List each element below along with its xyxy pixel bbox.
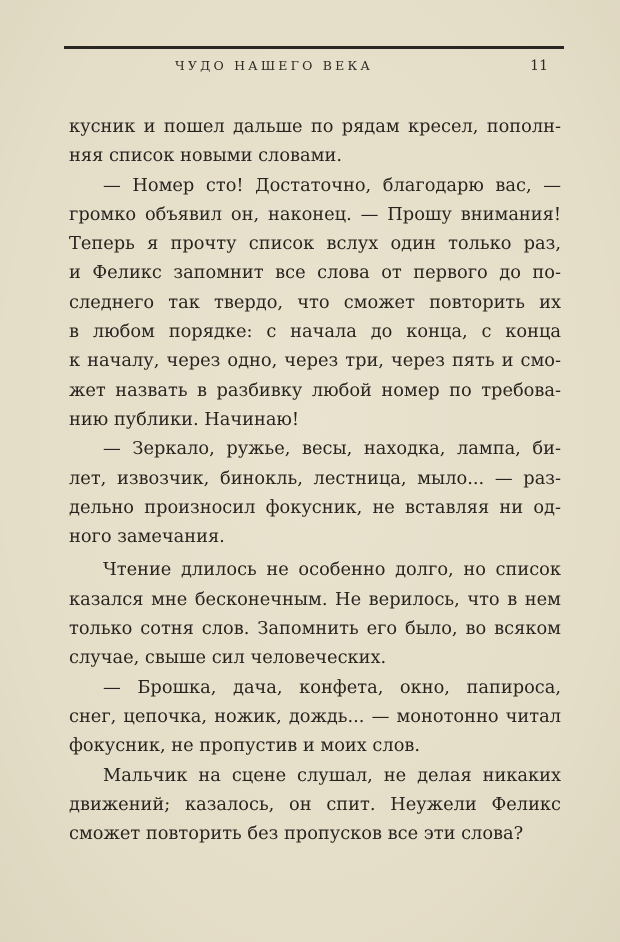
text-line: и Феликс запомнит все слова от первого до по-: [69, 262, 561, 284]
text-line: Мальчик на сцене слушал, не делая никаких: [103, 764, 561, 786]
text-line: — Номер сто! Достаточно, благодарю вас, —: [103, 174, 561, 196]
text-line: кусник и пошел дальше по рядам кресел, пополн-: [69, 116, 561, 137]
text-line: следнего так твердо, что сможет повторить их: [69, 291, 561, 313]
header-rule: [64, 46, 564, 49]
text-line: Чтение длилось не особенно долго, но список: [103, 559, 561, 581]
paragraph: [69, 555, 561, 672]
text-line: фокусник, не пропустив и моих слов.: [69, 735, 421, 757]
paragraph: [69, 761, 561, 849]
text-line: — Зеркало, ружье, весы, находка, лампа, би-: [103, 438, 561, 460]
text-line: в любом порядке: с начала до конца, с конца: [69, 321, 561, 343]
paragraph: [69, 112, 561, 171]
text-line: к началу, через одно, через три, через пять и смо-: [69, 350, 561, 372]
text-line: — Брошка, дача, конфета, окно, папироса,: [103, 676, 561, 698]
text-line: ного замечания.: [69, 526, 225, 548]
body-text: [69, 112, 561, 848]
text-line: только сотня слов. Запомнить его было, во всяком: [69, 618, 561, 640]
text-line: дельно произносил фокусник, не вставляя ни од-: [69, 496, 561, 518]
running-title: ЧУДО НАШЕГО ВЕКА: [175, 58, 373, 73]
text-line: казался мне бесконечным. Не верилось, что в нем: [69, 588, 561, 610]
text-line: лет, извозчик, бинокль, лестница, мыло... — раз-: [69, 467, 561, 489]
page-number: 11: [530, 58, 548, 74]
paragraph: [69, 434, 561, 551]
text-line: случае, свыше сил человеческих.: [69, 647, 387, 669]
text-line: няя список новыми словами.: [69, 145, 342, 167]
running-head: [64, 58, 564, 78]
paragraph: [69, 171, 561, 435]
text-line: жет назвать в разбивку любой номер по требова-: [69, 379, 561, 401]
text-line: сможет повторить без пропусков все эти слова?: [69, 823, 524, 845]
text-line: громко объявил он, наконец. — Прошу внимания!: [69, 203, 561, 225]
paragraph: [69, 673, 561, 761]
text-line: снег, цепочка, ножик, дождь... — монотонно читал: [69, 705, 561, 727]
text-line: нию публики. Начинаю!: [69, 408, 300, 430]
text-line: Теперь я прочту список вслух один только раз,: [69, 233, 561, 255]
text-line: движений; казалось, он спит. Неужели Феликс: [69, 793, 561, 815]
